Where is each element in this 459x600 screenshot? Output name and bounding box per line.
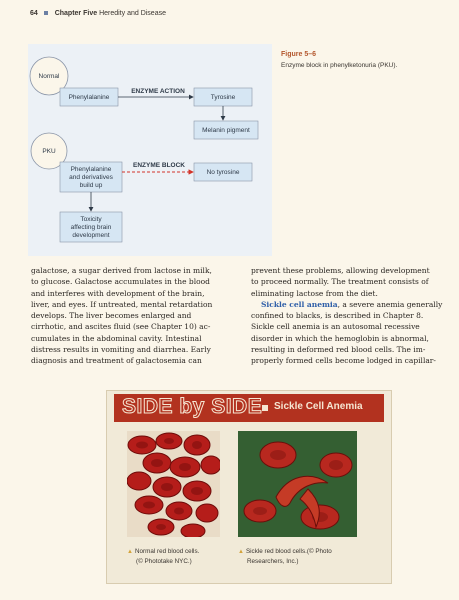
toxicity-line2: affecting brain — [70, 224, 112, 231]
body-line: distress results in vomiting and diarrhea. Early — [31, 345, 211, 355]
normal-cells-caption — [127, 547, 227, 566]
normal-label: Normal — [38, 73, 60, 80]
body-text: , a severe anemia generally — [337, 299, 443, 309]
no-tyrosine-label: No tyrosine — [206, 169, 240, 176]
body-line: prevent these problems, allowing development — [251, 266, 430, 275]
body-line: diagnosis and treatment of galactosemia can — [31, 356, 202, 366]
body-left-column — [31, 265, 222, 367]
side-by-side-banner — [114, 394, 384, 422]
running-header — [30, 10, 166, 17]
body-line: Sickle cell anemia is an autosomal recessive — [251, 322, 420, 332]
pku-label: PKU — [42, 148, 56, 155]
body-line: cumulates in the abdominal cavity. Intestinal — [31, 333, 202, 343]
tyrosine-label: Tyrosine — [210, 94, 236, 101]
page-number: 64 — [30, 10, 38, 17]
melanin-label: Melanin pigment — [202, 127, 250, 134]
caption-line: (© Phototake NYC.) — [136, 558, 192, 565]
phe-derivatives-line1: Phenylalanine — [70, 166, 112, 173]
toxicity-line3: development — [72, 232, 110, 239]
body-line-with-term — [251, 299, 442, 310]
body-line: disorder in which the hemoglobin is abnormal, — [251, 333, 429, 343]
sickle-cells-caption — [238, 547, 363, 566]
normal-cells-photo — [127, 431, 220, 537]
figure-diagram-panel — [28, 44, 272, 256]
pku-diagram — [28, 44, 272, 256]
body-line: develops. The liver becomes enlarged and — [31, 311, 192, 321]
sickle-cell-anemia-term: Sickle cell anemia — [261, 299, 338, 309]
side-by-side-subtitle: Sickle Cell Anemia — [274, 401, 363, 412]
body-line: confined to blacks, is described in Chapter 8. — [251, 311, 424, 321]
sickle-red-cells-image — [238, 431, 357, 537]
side-by-side-title: SIDE by SIDE — [122, 395, 263, 418]
section-label: Heredity and Disease — [99, 10, 166, 17]
body-line: eliminating lactose from the diet. — [251, 288, 378, 298]
figure-title: Figure 5–6 — [281, 51, 317, 58]
body-line: and interferes with development of the brain, — [31, 288, 205, 298]
body-line: to glucose. Galactose accumulates in the blood — [31, 277, 210, 287]
caption-line: Researchers, Inc.) — [247, 558, 299, 565]
banner-square-icon — [262, 405, 268, 411]
caption-triangle-icon: ▲ — [238, 549, 244, 555]
body-line: galactose, a sugar derived from lactose in milk, — [31, 266, 212, 275]
header-square-icon — [44, 11, 48, 15]
caption-line: Sickle red blood cells.(© Photo — [245, 548, 332, 555]
body-line: resulting in deformed red blood cells. The im- — [251, 345, 426, 355]
caption-line: Normal red blood cells. — [134, 548, 200, 555]
sickle-cells-photo — [238, 431, 357, 537]
enzyme-action-label: ENZYME ACTION — [131, 88, 185, 95]
caption-triangle-icon: ▲ — [127, 549, 133, 555]
enzyme-block-label: ENZYME BLOCK — [133, 162, 185, 169]
phe-derivatives-line2: and derivatives — [69, 174, 113, 181]
body-line: to proceed normally. The treatment consists of — [251, 277, 429, 287]
normal-red-cells-image — [127, 431, 220, 537]
body-line: liver, and eyes. If untreated, mental retardation — [31, 299, 213, 309]
chapter-label: Chapter Five — [54, 10, 98, 17]
body-line: properly formed cells become lodged in capillar- — [251, 356, 436, 366]
body-right-column — [251, 265, 442, 367]
phe-derivatives-line3: build up — [79, 182, 103, 189]
figure-caption: Enzyme block in phenylketonuria (PKU). — [281, 62, 398, 69]
toxicity-line1: Toxicity — [80, 216, 102, 223]
body-line: cirrhotic, and ascites fluid (see Chapter 10) ac- — [31, 322, 211, 332]
side-by-side-box — [106, 390, 392, 584]
phenylalanine-label: Phenylalanine — [68, 94, 110, 101]
